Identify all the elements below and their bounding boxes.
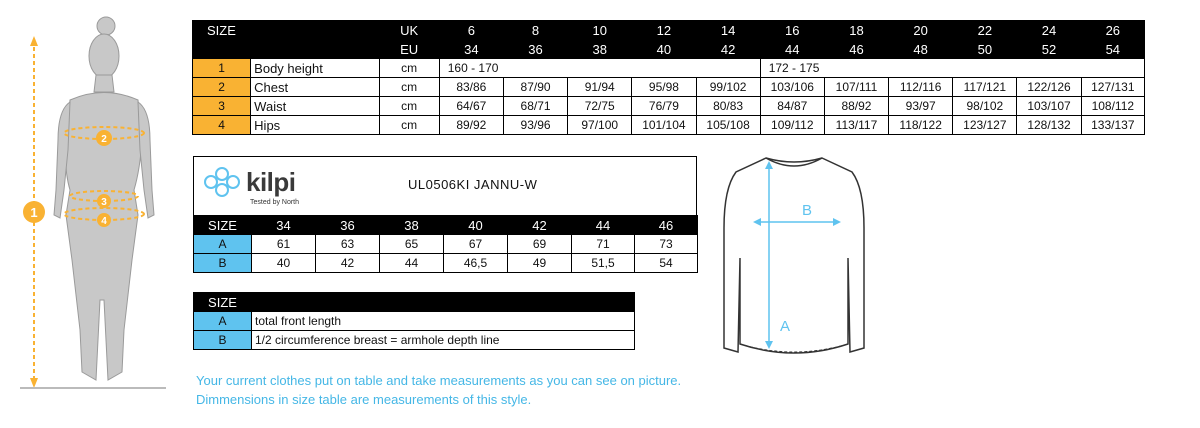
eu-size: 40 — [632, 40, 696, 59]
cell-value: 98/102 — [953, 97, 1017, 116]
uk-size: 10 — [568, 21, 632, 40]
long-sleeve-shirt-illustration — [714, 148, 874, 368]
measurement-legend-table — [193, 292, 635, 350]
cell-value: 49 — [508, 254, 572, 273]
body-figure-illustration — [0, 0, 180, 400]
row-label: Hips — [251, 116, 379, 135]
row-unit: cm — [379, 97, 439, 116]
brand-header — [193, 156, 697, 215]
cell-value: 93/97 — [889, 97, 953, 116]
row-label: Chest — [251, 78, 379, 97]
figure-marker-3 — [97, 194, 111, 208]
eu-size: 44 — [760, 40, 824, 59]
cell-value: 54 — [635, 254, 698, 273]
cell-value: 83/86 — [439, 78, 503, 97]
size-header: 46 — [635, 216, 698, 235]
uk-size: 8 — [503, 21, 567, 40]
cell-value: 65 — [380, 235, 444, 254]
cell-value: 109/112 — [760, 116, 824, 135]
shirt-marker-a: A — [780, 318, 791, 335]
cell-value: 113/117 — [824, 116, 888, 135]
size-header: 40 — [444, 216, 508, 235]
size-table — [192, 20, 1145, 135]
size-label: SIZE — [194, 216, 252, 235]
table-row-body-height — [193, 59, 1145, 78]
svg-text:3: 3 — [101, 197, 107, 208]
size-header: 34 — [252, 216, 316, 235]
brand-name: kilpi — [246, 167, 296, 197]
cell-value: 80/83 — [696, 97, 760, 116]
size-label: SIZE — [194, 293, 252, 312]
legend-text: 1/2 circumference breast = armhole depth line — [252, 331, 635, 350]
table-row-waist — [193, 97, 1145, 116]
cell-value: 63 — [316, 235, 380, 254]
table-row-hips — [193, 116, 1145, 135]
shirt-marker-b: B — [802, 202, 813, 219]
row-label: B — [194, 331, 252, 350]
uk-size: 22 — [953, 21, 1017, 40]
row-unit: cm — [379, 59, 439, 78]
row-label: B — [194, 254, 252, 273]
table-row-chest — [193, 78, 1145, 97]
row-number: 1 — [193, 59, 251, 78]
size-table-header-eu — [193, 40, 1145, 59]
cell-value: 89/92 — [439, 116, 503, 135]
uk-size: 18 — [824, 21, 888, 40]
cell-value: 122/126 — [1017, 78, 1081, 97]
table-row-a — [194, 312, 635, 331]
cell-value: 69 — [508, 235, 572, 254]
cell-value: 128/132 — [1017, 116, 1081, 135]
table-row-b — [194, 254, 698, 273]
cell-value: 117/121 — [953, 78, 1017, 97]
svg-text:2: 2 — [101, 134, 107, 145]
figure-marker-4 — [97, 213, 111, 227]
row-label: Waist — [251, 97, 379, 116]
eu-size: 34 — [439, 40, 503, 59]
cell-value: 127/131 — [1081, 78, 1144, 97]
eu-size: 36 — [503, 40, 567, 59]
cell-value: 118/122 — [889, 116, 953, 135]
cell-value: 103/107 — [1017, 97, 1081, 116]
cell-value: 133/137 — [1081, 116, 1144, 135]
cell-value: 42 — [316, 254, 380, 273]
garment-table-header — [194, 216, 698, 235]
size-header: 44 — [572, 216, 635, 235]
system-eu: EU — [379, 40, 439, 59]
eu-size: 38 — [568, 40, 632, 59]
cell-value: 107/111 — [824, 78, 888, 97]
instruction-note: Dimmensions in size table are measurements of this style. — [196, 392, 532, 407]
row-label: Body height — [251, 59, 379, 78]
cell-value: 99/102 — [696, 78, 760, 97]
uk-size: 26 — [1081, 21, 1144, 40]
figure-marker-1 — [23, 201, 45, 223]
cell-value: 76/79 — [632, 97, 696, 116]
row-unit: cm — [379, 78, 439, 97]
size-header: 42 — [508, 216, 572, 235]
legend-text: total front length — [252, 312, 635, 331]
eu-size: 52 — [1017, 40, 1081, 59]
cell-value: 101/104 — [632, 116, 696, 135]
legend-table-header — [194, 293, 635, 312]
garment-table — [193, 215, 698, 273]
uk-size: 24 — [1017, 21, 1081, 40]
row-label: A — [194, 312, 252, 331]
cell-value: 105/108 — [696, 116, 760, 135]
row-number: 2 — [193, 78, 251, 97]
eu-size: 50 — [953, 40, 1017, 59]
size-header: 38 — [380, 216, 444, 235]
cell-value: 51,5 — [572, 254, 635, 273]
instruction-note: Your current clothes put on table and take measurements as you can see on picture. — [196, 373, 682, 388]
eu-size: 48 — [889, 40, 953, 59]
cell-value: 64/67 — [439, 97, 503, 116]
eu-size: 42 — [696, 40, 760, 59]
row-number: 3 — [193, 97, 251, 116]
uk-size: 16 — [760, 21, 824, 40]
brand-tagline: Tested by North — [250, 199, 300, 206]
row-number: 4 — [193, 116, 251, 135]
cell-value: 88/92 — [824, 97, 888, 116]
table-row-b — [194, 331, 635, 350]
cell-value: 67 — [444, 235, 508, 254]
cell-value: 93/96 — [503, 116, 567, 135]
table-row-a — [194, 235, 698, 254]
uk-size: 20 — [889, 21, 953, 40]
cell-value: 61 — [252, 235, 316, 254]
size-label: SIZE — [193, 21, 380, 40]
size-table-header-uk — [193, 21, 1145, 40]
uk-size: 6 — [439, 21, 503, 40]
cell-value: 91/94 — [568, 78, 632, 97]
cell-value: 73 — [635, 235, 698, 254]
size-header: 36 — [316, 216, 380, 235]
eu-size: 46 — [824, 40, 888, 59]
eu-size: 54 — [1081, 40, 1144, 59]
cell-value: 172 - 175 — [760, 59, 1144, 78]
cell-value: 97/100 — [568, 116, 632, 135]
svg-text:4: 4 — [101, 216, 107, 227]
row-label: A — [194, 235, 252, 254]
system-uk: UK — [379, 21, 439, 40]
cell-value: 87/90 — [503, 78, 567, 97]
figure-marker-2 — [96, 130, 112, 146]
svg-text:1: 1 — [30, 205, 38, 220]
cell-value: 44 — [380, 254, 444, 273]
row-unit: cm — [379, 116, 439, 135]
cell-value: 40 — [252, 254, 316, 273]
cell-value: 123/127 — [953, 116, 1017, 135]
cell-value: 46,5 — [444, 254, 508, 273]
uk-size: 14 — [696, 21, 760, 40]
kilpi-logo-icon — [200, 165, 244, 199]
cell-value: 95/98 — [632, 78, 696, 97]
cell-value: 84/87 — [760, 97, 824, 116]
cell-value: 160 - 170 — [439, 59, 760, 78]
cell-value: 112/116 — [889, 78, 953, 97]
cell-value: 103/106 — [760, 78, 824, 97]
cell-value: 72/75 — [568, 97, 632, 116]
uk-size: 12 — [632, 21, 696, 40]
style-code: UL0506KI JANNU-W — [408, 177, 538, 192]
cell-value: 108/112 — [1081, 97, 1144, 116]
cell-value: 68/71 — [503, 97, 567, 116]
cell-value: 71 — [572, 235, 635, 254]
